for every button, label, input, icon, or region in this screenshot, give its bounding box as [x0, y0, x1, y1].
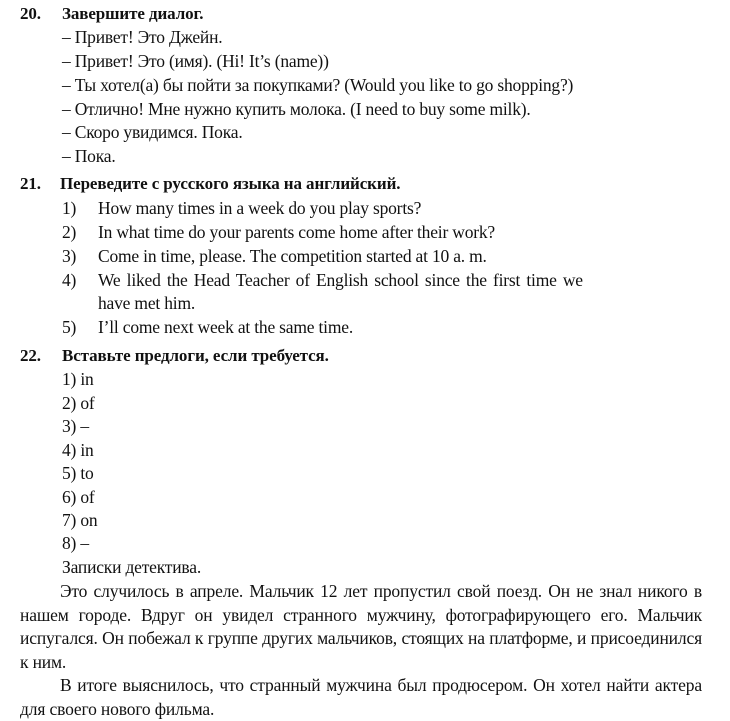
item-text: I’ll come next week at the same time.	[98, 317, 353, 337]
translation-item	[62, 245, 487, 267]
story-title: Записки детектива.	[62, 557, 201, 577]
dialog-line: – Привет! Это (имя). (Hi! It’s (name))	[62, 51, 329, 71]
item-text-continuation: have met him.	[98, 293, 196, 313]
dialog-line: – Привет! Это Джейн.	[62, 27, 223, 47]
answer-item: 2) of	[62, 393, 95, 413]
answer-item: 1) in	[62, 369, 94, 389]
dialog-line: – Ты хотел(а) бы пойти за покупками? (Would you like to go shopping?)	[62, 75, 574, 95]
item-text: In what time do your parents come home after their work?	[98, 222, 495, 242]
paragraph-text: Это случилось в апреле. Мальчик 12 лет пропустил свой поезд. Он не знал никого в нашем городе. Вдруг он увидел странного мужчину, фотографирующего его. Мальчик испугался. Он побежал к группе других мальчиков, стоящих на платформе, и присоединился к ним.	[20, 581, 702, 672]
section-21-heading	[20, 173, 400, 195]
section-number: 20.	[20, 4, 41, 23]
translation-item	[62, 269, 694, 291]
answer-item: 5) to	[62, 463, 94, 483]
translation-item	[62, 197, 421, 219]
section-20-heading	[20, 3, 203, 25]
answer-item: 7) on	[62, 510, 98, 530]
section-number: 22.	[20, 346, 41, 365]
item-text: How many times in a week do you play sports?	[98, 198, 422, 218]
translation-item	[62, 316, 353, 338]
item-number: 5)	[62, 317, 77, 337]
item-text: We liked the Head Teacher of English school since the first time we	[98, 270, 583, 290]
section-number: 21.	[20, 174, 41, 193]
translation-item	[62, 221, 495, 243]
dialog-line: – Скоро увидимся. Пока.	[62, 122, 243, 142]
story-paragraph	[20, 580, 702, 674]
section-title: Переведите с русского языка на английский.	[60, 174, 401, 193]
paragraph-text: В итоге выяснилось, что странный мужчина был продюсером. Он хотел найти актера для своего нового фильма.	[20, 675, 702, 719]
answer-item: 4) in	[62, 440, 94, 460]
story-paragraph	[20, 674, 702, 721]
item-number: 1)	[62, 198, 77, 218]
item-text: Come in time, please. The competition started at 10 a. m.	[98, 246, 487, 266]
section-title: Вставьте предлоги, если требуется.	[62, 346, 329, 365]
answer-item: 3) –	[62, 416, 89, 436]
answer-item: 8) –	[62, 533, 89, 553]
dialog-line: – Пока.	[62, 146, 116, 166]
item-number: 2)	[62, 222, 77, 242]
section-22-heading	[20, 345, 329, 367]
item-number: 4)	[62, 270, 77, 290]
section-title: Завершите диалог.	[62, 4, 204, 23]
answer-item: 6) of	[62, 487, 95, 507]
dialog-line: – Отлично! Мне нужно купить молока. (I need to buy some milk).	[62, 99, 531, 119]
item-number: 3)	[62, 246, 77, 266]
